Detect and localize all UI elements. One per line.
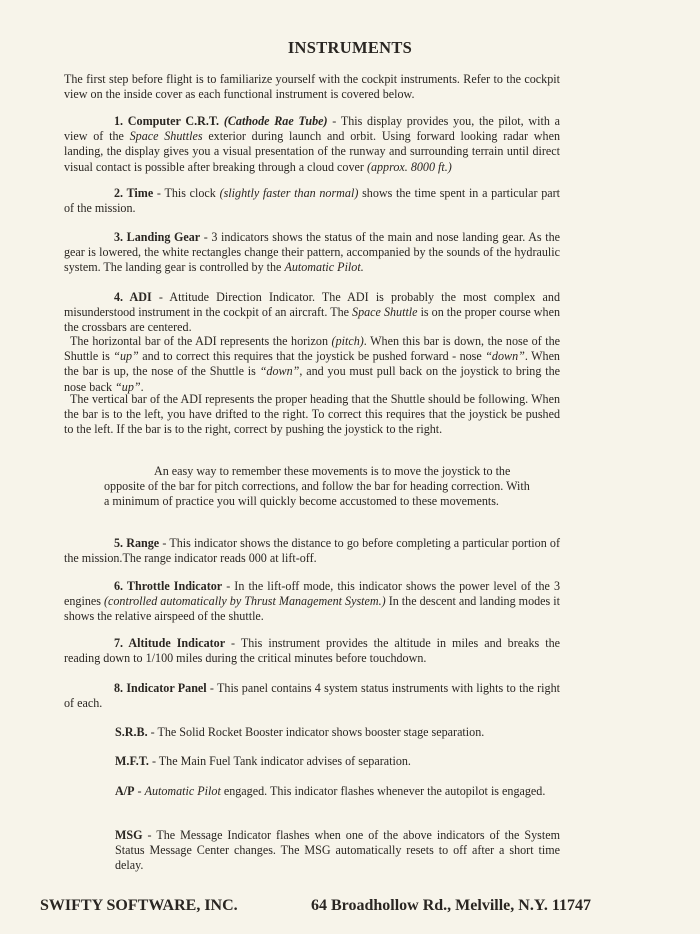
item-ap (115, 784, 560, 799)
item-heading: 6. Throttle Indicator (114, 579, 223, 593)
page-title: INSTRUMENTS (287, 38, 413, 57)
item-text: - The Solid Rocket Booster indicator shows booster stage separation. (147, 725, 485, 739)
item-srb (115, 725, 560, 740)
item-text: - 3 indicators shows the status of the main and nose landing gear. As the gear is lowered, the white rectangles change their pattern, accompanied by the sounds of the hydraulic system. The landing gear is controlled by the (64, 230, 561, 275)
item-computer-crt (64, 114, 560, 175)
item-text: - This display provides you, the pilot, with a view of the (64, 114, 560, 144)
item-italic: (slightly faster than normal) (219, 186, 359, 200)
item-text: shows the time spent in a particular part of the mission. (64, 186, 560, 216)
adi-italic: “down” (259, 364, 300, 379)
item-heading: M.F.T. (115, 754, 149, 768)
item-mft (115, 754, 560, 769)
item-italic: Space Shuttles (129, 129, 203, 144)
item-throttle (64, 579, 560, 625)
item-text: In the descent and landing modes it shows the relative airspeed of the shuttle. (64, 594, 560, 624)
item-heading: 2. Time (114, 186, 154, 200)
item-text: - The Message Indicator flashes when one of the above indicators of the System Status Message Center changes. The MSG automatically resets to off after a short time delay. (115, 828, 560, 873)
item-text: - This indicator shows the distance to go before completing a particular portion of the mission.The range indicator reads 000 at lift-off. (64, 536, 561, 566)
item-heading: 3. Landing Gear (114, 230, 201, 244)
adi-text: and to correct this requires that the joystick be pushed forward - nose (138, 349, 486, 364)
item-time (64, 186, 560, 216)
adi-pitch-paragraph (64, 334, 560, 395)
item-heading: A/P (115, 784, 135, 798)
item-heading: 4. ADI (114, 290, 152, 304)
item-text: exterior during launch and orbit. Using forward looking radar when landing, the display gives you a visual presentation of the runway and surrounding terrain until direct visual contact is possible after breaking through a cloud cover (64, 129, 560, 174)
item-text: - Attitude Direction Indicator. The ADI is probably the most complex and misunderstood instrument in the cockpit of an aircraft. The (64, 290, 560, 320)
easy-way-paragraph: An easy way to remember these movements is to move the joystick to the opposite of the bar for pitch corrections, and follow the bar for heading correction. With a minimum of practice you will quickly become accustomed to these movements. (104, 464, 530, 509)
item-text: - This instrument provides the altitude in miles and breaks the reading down to 1/100 miles during the critical minutes before touchdown. (64, 636, 560, 666)
item-text: is on the proper course when the crossbars are centered. (64, 305, 560, 335)
item-italic: (approx. 8000 ft.) (366, 159, 452, 174)
item-text: - The Main Fuel Tank indicator advises of separation. (148, 754, 411, 768)
item-heading: 7. Altitude Indicator (114, 636, 226, 650)
item-heading: 5. Range (114, 536, 160, 550)
item-italic: Automatic Pilot. (284, 260, 364, 275)
item-text: - In the lift-off mode, this indicator shows the power level of the 3 engines (64, 579, 560, 609)
adi-heading-paragraph: The vertical bar of the ADI represents the proper heading that the Shuttle should be following. When the bar is to the left, you have drifted to the right. To correct this requires that the joystick be pushed to the left. If the bar is to the right, correct by pushing the joystick to the right. (64, 392, 560, 437)
item-landing-gear (64, 230, 560, 276)
item-heading: MSG (115, 828, 143, 842)
adi-italic: (pitch) (331, 334, 364, 348)
adi-italic: “down” (485, 349, 525, 364)
item-italic: Automatic Pilot (144, 784, 221, 798)
item-range (64, 536, 560, 566)
adi-text: The horizontal bar of the ADI represents the horizon (70, 334, 332, 348)
adi-text: . (140, 379, 144, 394)
item-altitude (64, 636, 560, 666)
adi-text: , and you must pull back on the joystick to bring the nose back (64, 364, 560, 394)
adi-text: . When this bar is down, the nose of the Shuttle is (64, 334, 560, 364)
item-heading: 1. Computer C.R.T. (114, 114, 220, 128)
item-heading-italic: (Cathode Rae Tube) (223, 114, 328, 128)
item-indicator-panel (64, 681, 560, 711)
item-heading: 8. Indicator Panel (114, 681, 207, 695)
item-italic: Space Shuttle (352, 305, 418, 320)
footer-company: SWIFTY SOFTWARE, INC. (40, 897, 238, 914)
item-text: engaged. This indicator flashes whenever the autopilot is engaged. (220, 784, 546, 798)
item-heading: S.R.B. (115, 725, 148, 739)
item-text: - (134, 784, 145, 798)
adi-italic: “up” (115, 379, 141, 394)
item-text: - This clock (153, 186, 220, 200)
intro-paragraph: The first step before flight is to familiarize yourself with the cockpit instruments. Refer to the cockpit view on the inside cover as each functional instrument is covered below. (64, 72, 560, 102)
item-text: - This panel contains 4 system status instruments with lights to the right of each. (64, 681, 560, 711)
adi-text: . When the bar is up, the nose of the Shuttle is (64, 349, 560, 379)
item-msg (115, 828, 560, 874)
adi-italic: “up” (113, 349, 139, 364)
footer-address: 64 Broadhollow Rd., Melville, N.Y. 11747 (311, 897, 592, 914)
item-italic: (controlled automatically by Thrust Management System.) (103, 594, 386, 609)
item-adi (64, 290, 560, 336)
